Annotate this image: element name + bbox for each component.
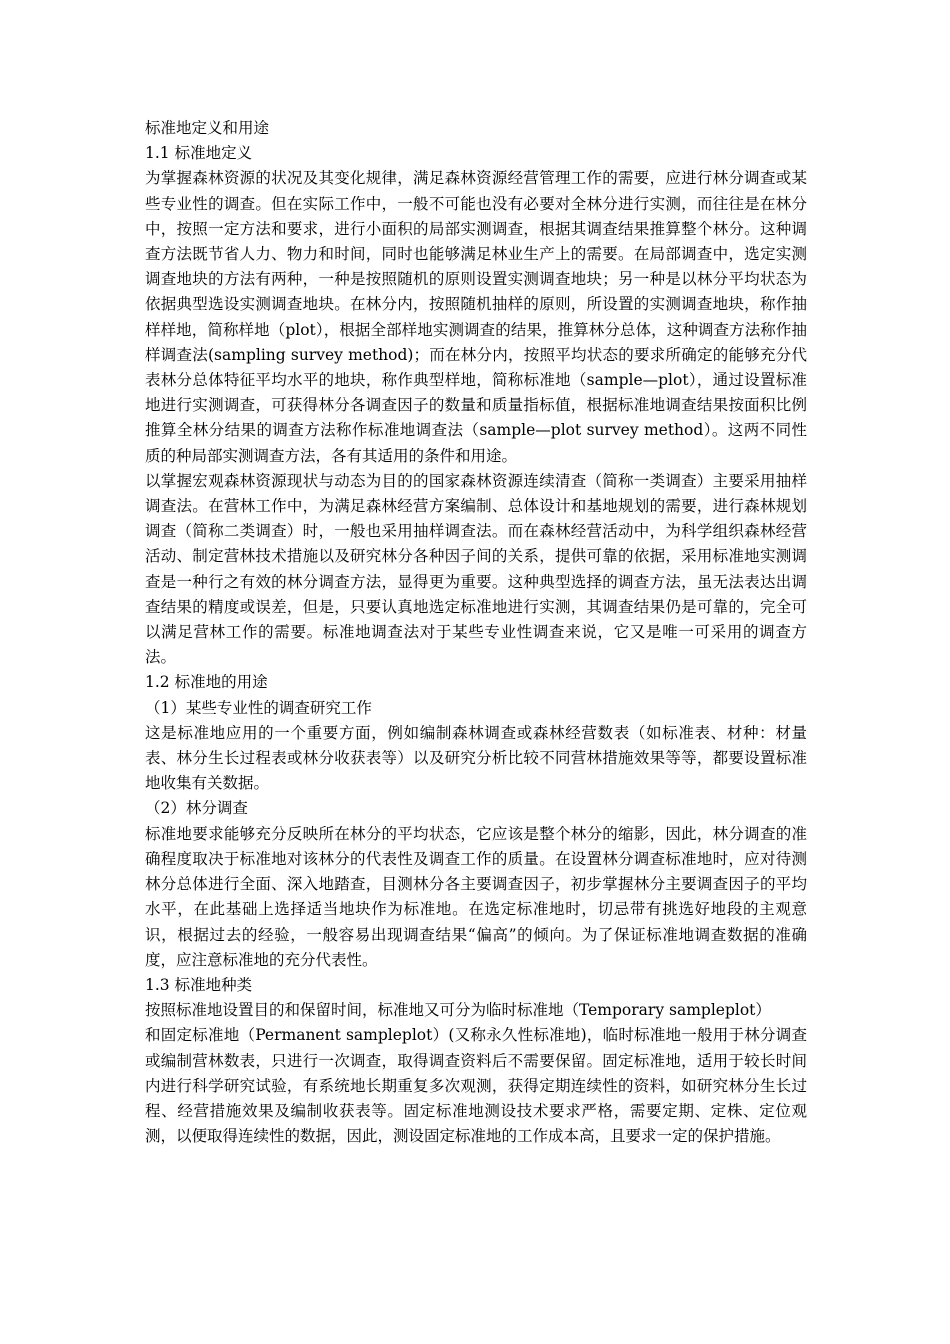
paragraph-1-2-1: 这是标准地应用的一个重要方面，例如编制森林调查或森林经营数表（如标准表、材种：材量表、林分生长过程表或林分收获表等）以及研究分析比较不同营林措施效果等等，都要设置标准地收集有关数据。 [145,723,807,793]
subheading-1-2-2: （2）林分调查 [145,799,248,818]
paragraph-1-1-b: 以掌握宏观森林资源现状与动态为目的的国家森林资源连续清查（简称一类调查）主要采用抽样调查法。在营林工作中，为满足森林经营方案编制、总体设计和基地规划的需要，进行森林规划调查（简称二类调查）时，一般也采用抽样调查法。而在森林经营活动中，为科学组织森林经营活动、制定营林技术措施以及研究林分各种因子间的关系，提供可靠的依据，采用标准地实测调查是一种行之有效的林分调查方法，显得更为重要。这种典型选择的调查方法，虽无法表达出调查结果的精度或误差，但是，只要认真地选定标准地进行实测，其调查结果仍是可靠的，完全可以满足营林工作的需要。标准地调查法对于某些专业性调查来说，它又是唯一可采用的调查方法。 [145,471,807,667]
document-title: 标准地定义和用途 [145,119,270,137]
paragraph-1-3-b: 和固定标准地（Permanent sampleplot）(又称永久性标准地)，临时标准地一般用于林分调查或编制营林数表，只进行一次调查，取得调查资料后不需要保留。固定标准地，适用于较长时间内进行科学研究试验，有系统地长期重复多次观测，获得定期连续性的资料，如研究林分生长过程、经营措施效果及编制收获表等。固定标准地测设技术要求严格，需要定期、定株、定位观测，以便取得连续性的数据，因此，测设固定标准地的工作成本高，且要求一定的保护措施。 [145,1026,807,1146]
section-heading-1-1: 1.1 标准地定义 [145,144,253,163]
paragraph-1-2-2: 标准地要求能够充分反映所在林分的平均状态，它应该是整个林分的缩影，因此，林分调查的准确程度取决于标准地对该林分的代表性及调查工作的质量。在设置林分调查标准地时，应对待测林分总体进行全面、深入地踏查，目测林分各主要调查因子，初步掌握林分主要调查因子的平均水平，在此基础上选择适当地块作为标准地。在选定标准地时，切忌带有挑选好地段的主观意识，根据过去的经验，一般容易出现调查结果“偏高”的倾向。为了保证标准地调查数据的准确度，应注意标准地的充分代表性。 [145,824,807,969]
section-heading-1-3: 1.3 标准地种类 [145,975,253,994]
subheading-1-2-1: （1）某些专业性的调查研究工作 [145,698,372,717]
section-heading-1-2: 1.2 标准地的用途 [145,673,268,692]
document-body [145,116,807,1149]
paragraph-1-3-a: 按照标准地设置目的和保留时间，标准地又可分为临时标准地（Temporary sampleplot） [145,1001,771,1020]
paragraph-1-1-a: 为掌握森林资源的状况及其变化规律，满足森林资源经营管理工作的需要，应进行林分调查或某些专业性的调查。但在实际工作中，一般不可能也没有必要对全林分进行实测，而往往是在林分中，按照一定方法和要求，进行小面积的局部实测调查，根据其调查结果推算整个林分。这种调查方法既节省人力、物力和时间，同时也能够满足林业生产上的需要。在局部调查中，选定实测调查地块的方法有两种，一种是按照随机的原则设置实测调查地块；另一种是以林分平均状态为依据典型选设实测调查地块。在林分内，按照随机抽样的原则，所设置的实测调查地块，称作抽样样地，简称样地（plot），根据全部样地实测调查的结果，推算林分总体，这种调查方法称作抽样调查法(sampling survey method)；而在林分内，按照平均状态的要求所确定的能够充分代表林分总体特征平均水平的地块，称作典型样地，简称标准地（sample—plot），通过设置标准地进行实测调查，可获得林分各调查因子的数量和质量指标值，根据标准地调查结果按面积比例推算全林分结果的调查方法称作标准地调查法（sample—plot survey method）。这两不同性质的种局部实测调查方法，各有其适用的条件和用途。 [145,169,807,465]
